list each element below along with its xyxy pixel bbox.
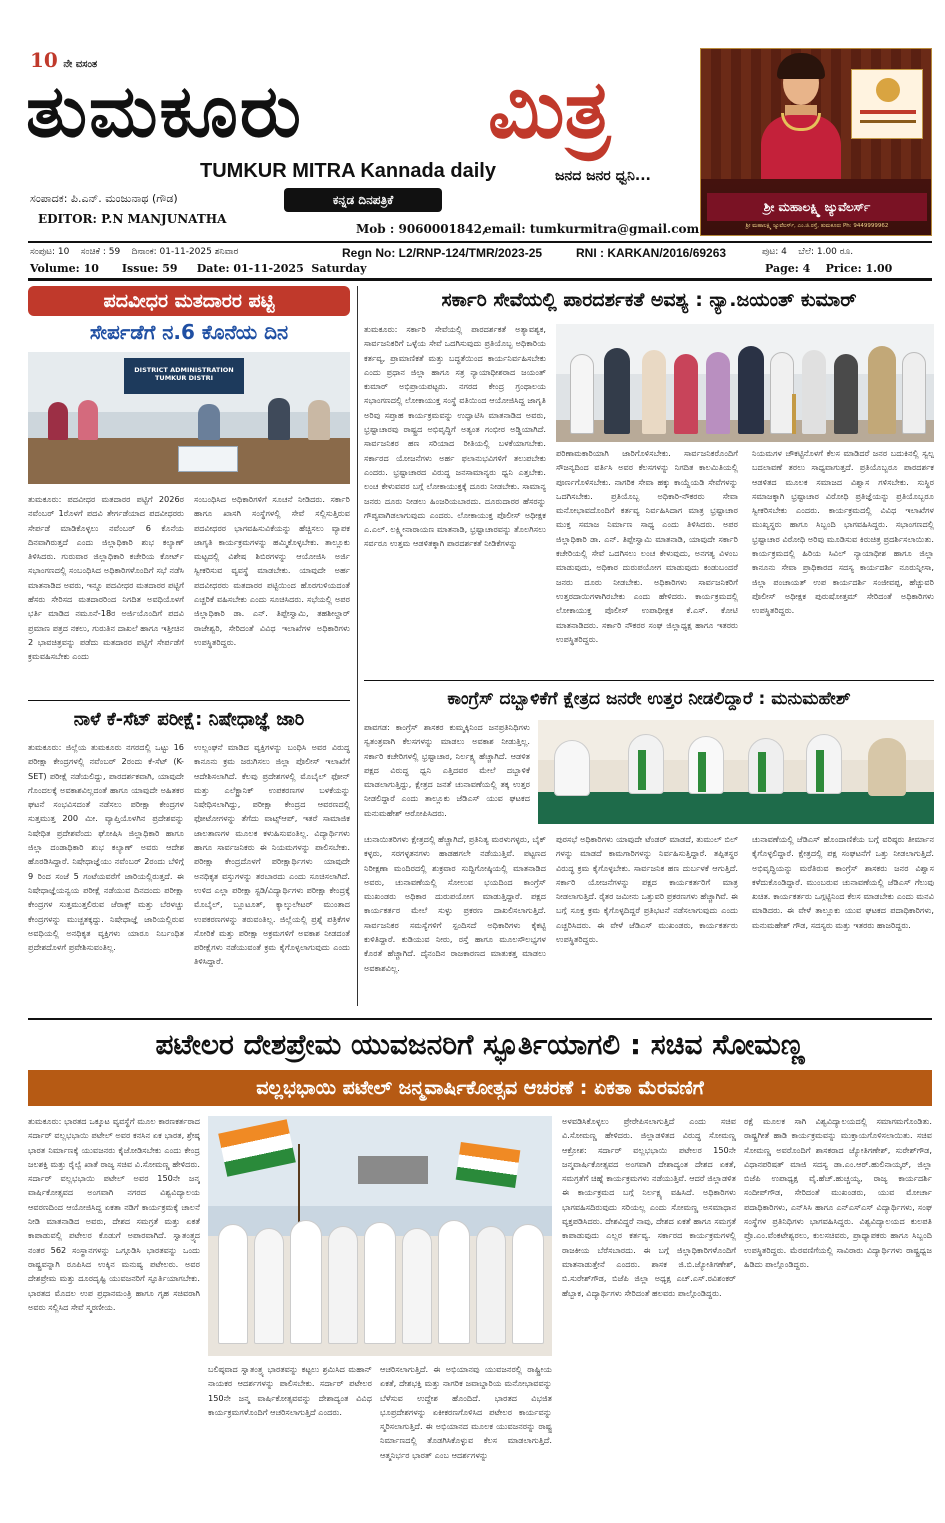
ad-address: ಶ್ರೀ ಮಹಾಲಕ್ಷ್ಮಿ ಜ್ಯುವೆಲರ್ಸ್, ಎಂ.ಜಿ.ರಸ್ತೆ, ತುಮಕೂರು Ph: 9449999962 (745, 223, 889, 229)
article-transparency (364, 284, 934, 680)
article3-headline: ನಾಳೆ ಕೆ-ಸೆಟ್ ಪರೀಕ್ಷೆ: ನಿಷೇಧಾಜ್ಞೆ ಜಾರಿ (73, 709, 305, 730)
article5-body-col5: ರಕ್ಷೆ ಮೂಲಕ ಸಾಗಿ ವಿಶ್ವವಿದ್ಯಾಲಯದಲ್ಲಿ ಸಮಾಗಮಗೊಂಡಿತು. ರಾಷ್ಟ್ರಗೀತೆ ಹಾಡಿ ಕಾರ್ಯಕ್ರಮವನ್ನು ಮುಕ್ತಾಯಗೊಳಿಸಲಾಯಿತು. ಸಚಿವ ಸೋಮಣ್ಣ ಅವರೊಂದಿಗೆ ಶಾಸಕರಾದ ಜ್ಯೋತಿಗಣೇಶ್, ಸುರೇಶ್‌ಗೌಡ, ವಿಧಾನಪರಿಷತ್ ಮಾಜಿ ಸದಸ್ಯ ಡಾ.ಎಂ.ಆರ್.ಹುಲಿನಾಯ್ಕರ್, ಜಿಲ್ಲಾ ಬಿಜೆಪಿ ಉಪಾಧ್ಯಕ್ಷ ವೈ.ಹೆಚ್.ಹುಚ್ಚಯ್ಯ, ರಾಜ್ಯ ಕಾರ್ಯದರ್ಶಿ ಸಂದೀಪ್‌ಗೌಡ, ಸೇರಿದಂತೆ ಮುಖಂಡರು, ಯುವ ಮೋರ್ಚಾ ಪದಾಧಿಕಾರಿಗಳು, ಎನ್‌ಸಿಸಿ ಹಾಗೂ ಎನ್‌ಎಸ್‌ಎಸ್ ವಿದ್ಯಾರ್ಥಿಗಳು, ಸಂಘ ಸಂಸ್ಥೆಗಳ ಪ್ರತಿನಿಧಿಗಳು ಭಾಗವಹಿಸಿದ್ದರು. ವಿಶ್ವವಿದ್ಯಾಲಯದ ಕುಲಪತಿ ಪ್ರೊ.ಎಂ.ವೆಂಕಟೇಶ್ವರಲು, ಕುಲಸಚಿವರು, ಪ್ರಾಧ್ಯಾಪಕರು ಹಾಗೂ ಸಿಬ್ಬಂದಿ ಉಪಸ್ಥಿತರಿದ್ದರು. ಮೆರವಣಿಗೆಯಲ್ಲಿ ಸಾವಿರಾರು ವಿದ್ಯಾರ್ಥಿಗಳು ರಾಷ್ಟ್ರಧ್ವಜ ಹಿಡಿದು ಪಾಲ್ಗೊಂಡಿದ್ದರು. (744, 1116, 932, 1269)
article3-body-col2: ಉಲ್ಲಂಘನೆ ಮಾಡಿದ ವ್ಯಕ್ತಿಗಳನ್ನು ಬಂಧಿಸಿ ಅವರ ವಿರುದ್ಧ ಕಾನೂನು ಕ್ರಮ ಜರುಗಿಸಲು ಜಿಲ್ಲಾ ಪೊಲೀಸ್ ಇಲಾಖೆಗೆ ಆದೇಶಿಸಲಾಗಿದೆ. ಕೆಲವು ಪ್ರದೇಶಗಳಲ್ಲಿ ಮೊಬೈಲ್ ಫೋನ್ ಮತ್ತು ಎಲೆಕ್ಟ್ರಾನಿಕ್ ಉಪಕರಣಗಳ ಬಳಕೆಯನ್ನು ನಿಷೇಧಿಸಲಾಗಿದ್ದು, ಪರೀಕ್ಷಾ ಕೇಂದ್ರದ ಆವರಣದಲ್ಲಿ ಫೋಟೋಗಳನ್ನು ತೆಗೆದು ವಾಟ್ಸ್‌ಆಪ್, ಇತರೆ ಸಾಮಾಜಿಕ ಜಾಲತಾಣಗಳ ಮೂಲಕ ಕಳುಹಿಸುವಂತಿಲ್ಲ. ವಿದ್ಯಾರ್ಥಿಗಳು ಹಾಗೂ ಸಾರ್ವಜನಿಕರು ಈ ನಿಯಮಗಳನ್ನು ಪಾಲಿಸಬೇಕು. ಪರೀಕ್ಷಾ ಕೇಂದ್ರದೊಳಗೆ ಪರೀಕ್ಷಾರ್ಥಿಗಳು ಯಾವುದೇ ಅನಧಿಕೃತ ವಸ್ತುಗಳನ್ನು ತರಬಾರದು ಎಂದು ಸೂಚಿಸಲಾಗಿದೆ. ಉಳಿದ ಎಲ್ಲಾ ಪರೀಕ್ಷಾ ಸ್ಟಡಿ/ವಿದ್ಯಾರ್ಥಿಗಳು ಪರೀಕ್ಷಾ ಕೇಂದ್ರಕ್ಕೆ ಮೊಬೈಲ್, ಬ್ಲೂಟೂತ್, ಕ್ಯಾಲ್ಕುಲೇಟರ್ ಮುಂತಾದ ಉಪಕರಣಗಳನ್ನು ತರುವಂತಿಲ್ಲ. ಜಿಲ್ಲೆಯಲ್ಲಿ ಪ್ರಶ್ನೆ ಪತ್ರಿಕೆಗಳ ಸೋರಿಕೆ ಮತ್ತು ಪರೀಕ್ಷಾ ಅಕ್ರಮಗಳಿಗೆ ಅವಕಾಶ ನೀಡದಂತೆ ಪರೀಕ್ಷೆಗಳು ನಡೆಯುವಂತೆ ಕ್ರಮ ಕೈಗೊಳ್ಳಲಾಗುವುದು ಎಂದು ತಿಳಿಸಿದ್ದಾರೆ. (194, 742, 350, 967)
article-voter-list (28, 286, 350, 694)
photo-sign-text: DISTRICT ADMINISTRATION (134, 366, 234, 374)
article4-body-col1: ಚುನಾಯಿತರಿಗಳು ಕ್ಷೇತ್ರದಲ್ಲಿ ಹೆಚ್ಚಾಗಿದೆ, ಪ್ರತಿನಿತ್ಯ ಮರಳುಗಳ್ಳರು, ಬೈಕ್ ಕಳ್ಳರು, ಸರಗಳ್ಳತನಗಳು ಹಾಡಹಗಲೇ ನಡೆಯುತ್ತಿವೆ. ಪಟ್ಟಣದ ನಿರೀಕ್ಷಣಾ ಮಂದಿರದಲ್ಲಿ ಶುಕ್ರವಾರ ಸುದ್ದಿಗೋಷ್ಠಿಯಲ್ಲಿ ಮಾತನಾಡಿದ ಅವರು, ಚುನಾವಣೆಯಲ್ಲಿ ಸೋಲುವ ಭಯದಿಂದ ಕಾಂಗ್ರೆಸ್ ಮುಖಂಡರು ಅಧಿಕಾರ ದುರುಪಯೋಗ ಮಾಡುತ್ತಿದ್ದಾರೆ. ಪಕ್ಷದ ಕಾರ್ಯಕರ್ತರ ಮೇಲೆ ಸುಳ್ಳು ಪ್ರಕರಣ ದಾಖಲಿಸಲಾಗುತ್ತಿದೆ. ಸಾರ್ವಜನಿಕರ ಸಮಸ್ಯೆಗಳಿಗೆ ಸ್ಪಂದಿಸದೆ ಅಧಿಕಾರಿಗಳು ಕೈಕಟ್ಟಿ ಕುಳಿತಿದ್ದಾರೆ. ಕುಡಿಯುವ ನೀರು, ರಸ್ತೆ ಹಾಗೂ ಮೂಲಸೌಲಭ್ಯಗಳ ಕೊರತೆ ಹೆಚ್ಚಾಗಿದೆ. ದೈನಂದಿನ ರಾಜಕಾರಣದ ಮಾತುಕತ್ತ ಮಾಡಲು ಅವಕಾಶವಿಲ್ಲ. (364, 834, 546, 973)
dateline-kannada-right: ಪುಟ: 4 ಬೆಲೆ: 1.00 ರೂ. (762, 247, 854, 257)
ad-brand-name: ಶ್ರೀ ಮಹಾಲಕ್ಷ್ಮಿ ಜ್ಯುವೆಲರ್ಸ್ (707, 193, 927, 221)
article-congress (364, 680, 934, 1020)
jewellery-ad (700, 48, 932, 236)
article5-body-col2: ಬಲಿಷ್ಠವಾದ ಸ್ವಾತಂತ್ರ್ಯ ಭಾರತವನ್ನು ಕಟ್ಟಲು ಶ್ರಮಿಸಿದ ಮಹಾನ್ ನಾಯಕರ ಆದರ್ಶಗಳನ್ನು ಪಾಲಿಸಬೇಕು. ಸರ್ದಾರ್ ಪಟೇಲರ 150ನೇ ಜನ್ಮ ವಾರ್ಷಿಕೋತ್ಸವವನ್ನು ದೇಶಾದ್ಯಂತ ವಿವಿಧ ಕಾರ್ಯಕ್ರಮಗಳೊಂದಿಗೆ ಆಚರಿಸಲಾಗುತ್ತಿದೆ ಎಂದರು. (208, 1364, 372, 1417)
title-black: ತುಮಕೂರು (26, 69, 303, 153)
english-title: TUMKUR MITRA Kannada daily (200, 160, 496, 182)
article4-headline: ಕಾಂಗ್ರೆಸ್ ದಬ್ಬಾಳಿಕೆಗೆ ಕ್ಷೇತ್ರದ ಜನರೇ ಉತ್ತರ ನೀಡಲಿದ್ದಾರೆ : ಮನುಮಹೇಶ್ (447, 689, 851, 709)
article5-body-col3: ಆಚರಿಸಲಾಗುತ್ತಿದೆ. ಈ ಅಭಿಯಾನವು ಯುವಜನರಲ್ಲಿ ರಾಷ್ಟ್ರೀಯ ಏಕತೆ, ದೇಶಭಕ್ತಿ ಮತ್ತು ನಾಗರಿಕ ಜವಾಬ್ದಾರಿಯ ಮನೋಭಾವವನ್ನು ಬೆಳೆಸುವ ಉದ್ದೇಶ ಹೊಂದಿದೆ. ಭಾರತದ ವಿಭಜಿತ ಭೂಪ್ರದೇಶಗಳನ್ನು ಏಕೀಕರಣಗೊಳಿಸಿದ ಪಟೇಲರ ಕಾರ್ಯವನ್ನು ಸ್ಮರಿಸಲಾಗುತ್ತಿದೆ. ಈ ಅಭಿಯಾನದ ಮೂಲಕ ಯುವಜನರನ್ನು ರಾಷ್ಟ್ರ ನಿರ್ಮಾಣದಲ್ಲಿ ತೊಡಗಿಸಿಕೊಳ್ಳುವ ಕೆಲಸ ಮಾಡಲಾಗುತ್ತಿದೆ. ಆತ್ಮನಿರ್ಭರ ಭಾರತ್ ಎಂಬ ಆದರ್ಶಗಳನ್ನು (380, 1364, 552, 1460)
tagline: ಜನದ ಜನರ ಧ್ವನಿ... (555, 168, 651, 184)
mobile-number: Mob : 9060001842, (356, 222, 487, 236)
article5-body-col4: ಅಳವಡಿಸಿಕೊಳ್ಳಲು ಪ್ರೇರೇಪಿಸಲಾಗುತ್ತಿದೆ ಎಂದು ಸಚಿವ ವಿ.ಸೋಮಣ್ಣ ಹೇಳಿದರು. ಜಿಲ್ಲಾಡಳಿತದ ವಿರುದ್ಧ ಸೋಮಣ್ಣ ಆಕ್ರೋಶ: ಸರ್ದಾರ್ ವಲ್ಲಭಭಾಯಿ ಪಟೇಲರ 150ನೇ ಜನ್ಮವಾರ್ಷಿಕೋತ್ಸವದ ಅಂಗವಾಗಿ ದೇಶಾದ್ಯಂತ ದೇಶದ ಏಕತೆ, ಸಮಗ್ರತೆಗೆ ಚಿಹ್ನೆ ಕಾರ್ಯಕ್ರಮಗಳು ನಡೆಯುತ್ತಿವೆ. ಆದರೆ ಜಿಲ್ಲಾಡಳಿತ ಈ ಕಾರ್ಯಕ್ರಮದ ಬಗ್ಗೆ ನಿರ್ಲಕ್ಷ್ಯ ವಹಿಸಿದೆ. ಅಧಿಕಾರಿಗಳು ಭಾಗವಹಿಸದಿರುವುದು ಸರಿಯಲ್ಲ ಎಂದು ಸೋಮಣ್ಣ ಅಸಮಾಧಾನ ವ್ಯಕ್ತಪಡಿಸಿದರು. ದೇಶವಿದ್ದರೆ ನಾವು, ದೇಶದ ಏಕತೆ ಹಾಗೂ ಸಮಗ್ರತೆ ಕಾಪಾಡುವುದು ಎಲ್ಲರ ಕರ್ತವ್ಯ. ಸರ್ಕಾರದ ಕಾರ್ಯಕ್ರಮಗಳಲ್ಲಿ ರಾಜಕೀಯ ಬೆರೆಸಬಾರದು. ಈ ಬಗ್ಗೆ ಜಿಲ್ಲಾಧಿಕಾರಿಗಳೊಂದಿಗೆ ಮಾತನಾಡುತ್ತೇನೆ ಎಂದರು. ಶಾಸಕ ಜಿ.ಬಿ.ಜ್ಯೋತಿಗಣೇಶ್, ಬಿ.ಸುರೇಶ್‌ಗೌಡ, ಬಿಜೆಪಿ ಜಿಲ್ಲಾ ಅಧ್ಯಕ್ಷ ಎಚ್.ಎಸ್.ರವಿಶಂಕರ್ ಹೆಬ್ಬಾಕ, ವಿದ್ಯಾರ್ಥಿಗಳು ಸೇರಿದಂತೆ ಹಲವರು ಪಾಲ್ಗೊಂಡಿದ್ದರು. (562, 1116, 736, 1298)
photo-sign-text-2: TUMKUR DISTRI (154, 374, 213, 382)
article2-headline: ಸರ್ಕಾರಿ ಸೇವೆಯಲ್ಲಿ ಪಾರದರ್ಶಕತೆ ಅವಶ್ಯ : ನ್ಯಾ.ಜಯಂತ್ ಕುಮಾರ್ (441, 289, 857, 311)
article5-headline: ಪಟೇಲರ ದೇಶಪ್ರೇಮ ಯುವಜನರಿಗೆ ಸ್ಫೂರ್ತಿಯಾಗಲಿ : ಸಚಿವ ಸೋಮಣ್ಣ (155, 1028, 805, 1061)
editor-english: EDITOR: P.N MANJUNATHA (38, 212, 227, 226)
anniversary-text: ನೇ ವಸಂತ (63, 59, 98, 70)
anniversary-number: 10 (30, 48, 58, 72)
rni-number: RNI : KARKAN/2016/69263 (576, 246, 727, 260)
article1-headline-1: ಪದವೀಧರ ಮತದಾರರ ಪಟ್ಟಿ (28, 286, 350, 316)
masthead-rule-top (28, 241, 932, 243)
column-divider (357, 286, 358, 1006)
article2-body-col1: ತುಮಕೂರು: ಸರ್ಕಾರಿ ಸೇವೆಯಲ್ಲಿ ಪಾರದರ್ಶಕತೆ ಅತ್ಯಾವಶ್ಯಕ, ಸಾರ್ವಜನಿಕರಿಗೆ ಒಳ್ಳೆಯ ಸೇವೆ ಒದಗಿಸುವುದು ಪ್ರತಿಯೊಬ್ಬ ಅಧಿಕಾರಿಯ ಕರ್ತವ್ಯ, ಪ್ರಾಮಾಣಿಕತೆ ಮತ್ತು ಬದ್ಧತೆಯಿಂದ ಕಾರ್ಯನಿರ್ವಹಿಸಬೇಕು ಎಂದು ಪ್ರಧಾನ ಜಿಲ್ಲಾ ಹಾಗೂ ಸತ್ರ ನ್ಯಾಯಾಧೀಶರಾದ ಜಯಂತ್ ಕುಮಾರ್ ಅಭಿಪ್ರಾಯಪಟ್ಟರು. ನಗರದ ಕೇಂದ್ರ ಗ್ರಂಥಾಲಯ ಸಭಾಂಗಣದಲ್ಲಿ ಲೋಕಾಯುಕ್ತ ಸಂಸ್ಥೆ ವತಿಯಿಂದ ಆಯೋಜಿಸಿದ್ದ ಜಾಗೃತಿ ಅರಿವು ಸಪ್ತಾಹ ಕಾರ್ಯಕ್ರಮವನ್ನು ಉದ್ಘಾಟಿಸಿ ಮಾತನಾಡಿದ ಅವರು, ಭ್ರಷ್ಟಾಚಾರವು ರಾಷ್ಟ್ರದ ಅಭಿವೃದ್ಧಿಗೆ ಅತ್ಯಂತ ಗಂಭೀರ ಅಡ್ಡಿಯಾಗಿದೆ. ಸಾರ್ವಜನಿಕರ ಹಣ ಸರಿಯಾದ ರೀತಿಯಲ್ಲಿ ಬಳಕೆಯಾಗಬೇಕು. ಸರ್ಕಾರದ ಯೋಜನೆಗಳು ಅರ್ಹ ಫಲಾನುಭವಿಗಳಿಗೆ ತಲುಪಬೇಕು ಎಂದರು. ಭ್ರಷ್ಟಾಚಾರದ ವಿರುದ್ಧ ಜನಸಾಮಾನ್ಯರು ಧ್ವನಿ ಎತ್ತಬೇಕು. ಲಂಚ ಕೇಳುವವರ ಬಗ್ಗೆ ಲೋಕಾಯುಕ್ತಕ್ಕೆ ದೂರು ನೀಡಬೇಕು. ಸಾಮಾನ್ಯ ಜನರು ದೂರು ನೀಡಲು ಹಿಂಜರಿಯಬಾರದು. ದೂರುದಾರರ ಹೆಸರನ್ನು ಗೌಪ್ಯವಾಗಿಡಲಾಗುವುದು ಎಂದರು. ಲೋಕಾಯುಕ್ತ ಪೊಲೀಸ್ ಅಧೀಕ್ಷಕ ಎ.ಎಲ್. ಲಕ್ಷ್ಮೀನಾರಾಯಣ ಮಾತನಾಡಿ, ಭ್ರಷ್ಟಾಚಾರವನ್ನು ತೊಲಗಿಸಲು ಸರ್ವರೂ ಉತ್ತಮ ಆಡಳಿತಕ್ಕಾಗಿ ಪಾರದರ್ಶಕತೆ ನೀಡಿಕೆಗಳನ್ನು (364, 324, 546, 549)
article1-body-col1: ತುಮಕೂರು: ಪದವೀಧರ ಮತದಾರರ ಪಟ್ಟಿಗೆ 2026ರ ನವೆಂಬರ್ 1ರೊಳಗೆ ಪದವಿ ತೇರ್ಗಡೆಯಾದ ಪದವೀಧರರು ಸೇರ್ಪಡೆ ಮಾಡಿಕೊಳ್ಳಲು ನವೆಂಬರ್ 6 ಕೊನೆಯ ದಿನವಾಗಿರುತ್ತದೆ ಎಂದು ಜಿಲ್ಲಾಧಿಕಾರಿ ಶುಭ ಕಲ್ಯಾಣ್ ತಿಳಿಸಿದರು. ಗುರುವಾರ ಜಿಲ್ಲಾಧಿಕಾರಿ ಕಚೇರಿಯ ಕೋರ್ಟ್ ಸಭಾಂಗಣದಲ್ಲಿ ಸಂಬಂಧಿಸಿದ ಅಧಿಕಾರಿಗಳೊಂದಿಗೆ ಸಭೆ ನಡೆಸಿ ಮಾತನಾಡಿದ ಅವರು, ಇನ್ನೂ ಪದವೀಧರ ಮತದಾರರ ಪಟ್ಟಿಗೆ ಹೆಸರು ಸೇರಿಸದ ಮತದಾರರಿಂದ ನಿಗದಿತ ಅವಧಿಯೊಳಗೆ ಭರ್ತಿ ಮಾಡಿದ ನಮೂನೆ-18ರ ಅರ್ಜಿಯೊಂದಿಗೆ ಪದವಿ ಪ್ರಮಾಣ ಪತ್ರದ ನಕಲು, ಗುರುತಿನ ದಾಖಲೆ ಹಾಗೂ ಇತ್ತೀಚಿನ 2 ಭಾವಚಿತ್ರವನ್ನು ಪಡೆದು ಮತದಾರರ ಪಟ್ಟಿಗೆ ಸೇರ್ಪಡೆಗೆ ಕ್ರಮವಹಿಸಬೇಕು ಎಂದು (28, 494, 184, 662)
article5-body-col1: ತುಮಕೂರು: ಭಾರತದ ಒಕ್ಕೂಟ ವ್ಯವಸ್ಥೆಗೆ ಮೂಲ ಕಾರಣಕರ್ತರಾದ ಸರ್ದಾರ್ ವಲ್ಲಭಭಾಯಿ ಪಟೇಲ್ ಅವರ ಕನಸಿನ ಏಕ ಭಾರತ, ಶ್ರೇಷ್ಠ ಭಾರತ ನಿರ್ಮಾಣಕ್ಕೆ ಯುವಜನರು ಕೈಜೋಡಿಸಬೇಕು ಎಂದು ಕೇಂದ್ರ ಜಲಶಕ್ತಿ ಮತ್ತು ರೈಲ್ವೆ ಖಾತೆ ರಾಜ್ಯ ಸಚಿವ ವಿ.ಸೋಮಣ್ಣ ಹೇಳಿದರು. ಸರ್ದಾರ್ ವಲ್ಲಭಭಾಯಿ ಪಟೇಲ್ ಅವರ 150ನೇ ಜನ್ಮ ವಾರ್ಷಿಕೋತ್ಸವದ ಅಂಗವಾಗಿ ನಗರದ ವಿಶ್ವವಿದ್ಯಾಲಯ ಆವರಣದಿಂದ ಆಯೋಜಿಸಿದ್ದ ಏಕತಾ ನಡಿಗೆ ಕಾರ್ಯಕ್ರಮಕ್ಕೆ ಚಾಲನೆ ನೀಡಿ ಮಾತನಾಡಿದ ಅವರು, ದೇಶದ ಸಮಗ್ರತೆ ಮತ್ತು ಏಕತೆ ಕಾಪಾಡುವಲ್ಲಿ ಪಟೇಲರ ಕೊಡುಗೆ ಅಪಾರವಾಗಿದೆ. ಸ್ವಾತಂತ್ರ್ಯದ ನಂತರ 562 ಸಂಸ್ಥಾನಗಳನ್ನು ಒಗ್ಗೂಡಿಸಿ ಭಾರತವನ್ನು ಒಂದು ರಾಷ್ಟ್ರವನ್ನಾಗಿ ರೂಪಿಸಿದ ಉಕ್ಕಿನ ಮನುಷ್ಯ ಪಟೇಲರು. ಅವರ ದೇಶಪ್ರೇಮ ಮತ್ತು ದೂರದೃಷ್ಟಿ ಯುವಜನರಿಗೆ ಸ್ಫೂರ್ತಿಯಾಗಬೇಕು. ಭಾರತದ ಮೊದಲ ಉಪ ಪ್ರಧಾನಮಂತ್ರಿ ಹಾಗೂ ಗೃಹ ಸಚಿವರಾಗಿ ಅವರು ಸಲ್ಲಿಸಿದ ಸೇವೆ ಸ್ಮರಣೀಯ. (28, 1116, 200, 1312)
dateline-english-left: Volume: 10 Issue: 59 Date: 01-11-2025 Saturday (30, 262, 367, 275)
masthead-rule-bottom (28, 278, 932, 281)
article3-body-col1: ತುಮಕೂರು: ಜಿಲ್ಲೆಯ ತುಮಕೂರು ನಗರದಲ್ಲಿ ಒಟ್ಟು 16 ಪರೀಕ್ಷಾ ಕೇಂದ್ರಗಳಲ್ಲಿ ನವೆಂಬರ್ 2ರಂದು ಕೆ-ಸೆಟ್ (K-SET) ಪರೀಕ್ಷೆ ನಡೆಯಲಿದ್ದು, ಪಾರದರ್ಶಕವಾಗಿ, ಯಾವುದೇ ಗೊಂದಲಕ್ಕೆ ಅವಕಾಶವಿಲ್ಲದಂತೆ ಹಾಗೂ ಯಾವುದೇ ಅಹಿತಕರ ಘಟನೆ ಸಂಭವಿಸದಂತೆ ನಡೆಸಲು ಪರೀಕ್ಷಾ ಕೇಂದ್ರಗಳ ಸುತ್ತಮುತ್ತ 200 ಮೀ. ವ್ಯಾಪ್ತಿಯೊಳಗಿನ ಪ್ರದೇಶವನ್ನು ನಿಷೇಧಿತ ಪ್ರದೇಶವೆಂದು ಘೋಷಿಸಿ ಜಿಲ್ಲಾಧಿಕಾರಿ ಹಾಗೂ ಜಿಲ್ಲಾ ದಂಡಾಧಿಕಾರಿ ಶುಭ ಕಲ್ಯಾಣ್ ಅವರು ಆದೇಶ ಹೊರಡಿಸಿದ್ದಾರೆ. ನಿಷೇಧಾಜ್ಞೆಯು ನವೆಂಬರ್ 2ರಂದು ಬೆಳಿಗ್ಗೆ 9 ರಿಂದ ಸಂಜೆ 5 ಗಂಟೆಯವರೆಗೆ ಜಾರಿಯಲ್ಲಿರುತ್ತದೆ. ಈ ನಿಷೇಧಾಜ್ಞೆಯನ್ವಯ ಪರೀಕ್ಷೆ ನಡೆಯುವ ದಿನದಂದು ಪರೀಕ್ಷಾ ಕೇಂದ್ರಗಳ ಸುತ್ತಮುತ್ತಲಿರುವ ಜೆರಾಕ್ಸ್ ಮತ್ತು ಬೆರಳಚ್ಚು ಕೇಂದ್ರಗಳನ್ನು ಮುಚ್ಚತಕ್ಕದ್ದು. ನಿಷೇಧಾಜ್ಞೆ ಜಾರಿಯಲ್ಲಿರುವ ಅವಧಿಯಲ್ಲಿ ಅನಧಿಕೃತ ವ್ಯಕ್ತಿಗಳು ಯಾರೂ ನಿರ್ಬಂಧಿತ ಪ್ರದೇಶದೊಳಗೆ ಪ್ರವೇಶಿಸುವಂತಿಲ್ಲ. (28, 742, 184, 953)
article3-rule (28, 700, 350, 701)
article4-body-col3: ಚುನಾವಣೆಯಲ್ಲಿ ಜೆಡಿಎಸ್ ಹೊಂದಾಣಿಕೆಯ ಬಗ್ಗೆ ವರಿಷ್ಠರು ತೀರ್ಮಾನ ಕೈಗೊಳ್ಳಲಿದ್ದಾರೆ. ಕ್ಷೇತ್ರದಲ್ಲಿ ಪಕ್ಷ ಸಂಘಟನೆಗೆ ಒತ್ತು ನೀಡಲಾಗುತ್ತಿದೆ. ಅಭಿವೃದ್ಧಿಯನ್ನು ಮರೆತಿರುವ ಕಾಂಗ್ರೆಸ್ ಶಾಸಕರು ಜನರ ವಿಶ್ವಾಸ ಕಳೆದುಕೊಂಡಿದ್ದಾರೆ. ಮುಂಬರುವ ಚುನಾವಣೆಯಲ್ಲಿ ಜೆಡಿಎಸ್ ಗೆಲುವು ಖಚಿತ. ಕಾರ್ಯಕರ್ತರು ಒಗ್ಗಟ್ಟಿನಿಂದ ಕೆಲಸ ಮಾಡಬೇಕು ಎಂದು ಮನವಿ ಮಾಡಿದರು. ಈ ವೇಳೆ ತಾಲ್ಲೂಕು ಯುವ ಘಟಕದ ಪದಾಧಿಕಾರಿಗಳು, ಮನುಮಹೇಶ್ ಗೌಡ, ಸದಸ್ಯರು ಮತ್ತು ಇತರರು ಹಾಜರಿದ್ದರು. (752, 834, 934, 930)
article5-subhead: ವಲ್ಲಭಭಾಯಿ ಪಟೇಲ್ ಜನ್ಮವಾರ್ಷಿಕೋತ್ಸವ ಆಚರಣೆ : ಏಕತಾ ಮೆರವಣಿಗೆ (28, 1070, 932, 1106)
article1-body-col2: ಸಂಬಂಧಿಸಿದ ಅಧಿಕಾರಿಗಳಿಗೆ ಸೂಚನೆ ನೀಡಿದರು. ಸರ್ಕಾರಿ ಹಾಗೂ ಖಾಸಗಿ ಸಂಸ್ಥೆಗಳಲ್ಲಿ ಸೇವೆ ಸಲ್ಲಿಸುತ್ತಿರುವ ಪದವೀಧರರ ಭಾಗವಹಿಸುವಿಕೆಯನ್ನು ಹೆಚ್ಚಿಸಲು ವ್ಯಾಪಕ ಜಾಗೃತಿ ಕಾರ್ಯಕ್ರಮಗಳನ್ನು ಹಮ್ಮಿಕೊಳ್ಳಬೇಕು. ತಾಲ್ಲೂಕು ಮಟ್ಟದಲ್ಲಿ ವಿಶೇಷ ಶಿಬಿರಗಳನ್ನು ಆಯೋಜಿಸಿ ಅರ್ಜಿ ಸ್ವೀಕರಿಸುವ ವ್ಯವಸ್ಥೆ ಮಾಡಬೇಕು. ಯಾವುದೇ ಅರ್ಹ ಪದವೀಧರರು ಮತದಾರರ ಪಟ್ಟಿಯಿಂದ ಹೊರಗುಳಿಯದಂತೆ ಎಚ್ಚರಿಕೆ ವಹಿಸಬೇಕು ಎಂದು ಸೂಚಿಸಿದರು. ಸಭೆಯಲ್ಲಿ ಅಪರ ಜಿಲ್ಲಾಧಿಕಾರಿ ಡಾ. ಎನ್. ತಿಪ್ಪೇಸ್ವಾಮಿ, ತಹಶೀಲ್ದಾರ್ ರಾಜೇಶ್ವರಿ, ಸೇರಿದಂತೆ ವಿವಿಧ ಇಲಾಖೆಗಳ ಅಧಿಕಾರಿಗಳು ಉಪಸ್ಥಿತರಿದ್ದರು. (194, 494, 350, 647)
email-address: email: tumkurmitra@gmail.com (484, 222, 700, 236)
meeting-photo (28, 352, 350, 484)
article1-headline-2: ಸೇರ್ಪಡೆಗೆ ನ.6 ಕೊನೆಯ ದಿನ (89, 320, 289, 344)
article4-rule (364, 680, 934, 681)
newspaper-badge: ಕನ್ನಡ ದಿನಪತ್ರಿಕೆ (284, 188, 442, 212)
dateline-kannada-left: ಸಂಪುಟ: 10 ಸಂಚಿಕೆ : 59 ದಿನಾಂಕ: 01-11-2025 ಶನಿವಾರ (30, 247, 239, 257)
article5-rule (28, 1018, 932, 1020)
dateline-english-right: Page: 4 Price: 1.00 (765, 262, 893, 275)
article2-body-col2: ಪರಿಣಾಮಕಾರಿಯಾಗಿ ಜಾರಿಗೊಳಿಸಬೇಕು. ಸಾರ್ವಜನಿಕರೊಂದಿಗೆ ಸೌಜನ್ಯದಿಂದ ವರ್ತಿಸಿ ಅವರ ಕೆಲಸಗಳನ್ನು ನಿಗದಿತ ಕಾಲಮಿತಿಯಲ್ಲಿ ಪೂರ್ಣಗೊಳಿಸಬೇಕು. ನಾಗರಿಕ ಸೇವಾ ಹಕ್ಕು ಕಾಯ್ದೆಯಡಿ ಸೇವೆಗಳನ್ನು ಒದಗಿಸಬೇಕು. ಪ್ರತಿಯೊಬ್ಬ ಅಧಿಕಾರಿ-ನೌಕರರು ಸೇವಾ ಮನೋಭಾವದೊಂದಿಗೆ ಕರ್ತವ್ಯ ನಿರ್ವಹಿಸಿದಾಗ ಮಾತ್ರ ಭ್ರಷ್ಟಾಚಾರ ಮುಕ್ತ ಸಮಾಜ ನಿರ್ಮಾಣ ಸಾಧ್ಯ ಎಂದು ತಿಳಿಸಿದರು. ಅಪರ ಜಿಲ್ಲಾಧಿಕಾರಿ ಡಾ. ಎನ್. ತಿಪ್ಪೇಸ್ವಾಮಿ ಮಾತನಾಡಿ, ಯಾವುದೇ ಸರ್ಕಾರಿ ಕಚೇರಿಯಲ್ಲಿ ಸೇವೆ ಒದಗಿಸಲು ಲಂಚ ಕೇಳುವುದು, ಅನಗತ್ಯ ವಿಳಂಬ ಮಾಡುವುದು, ಅಧಿಕಾರ ದುರುಪಯೋಗ ಮಾಡುವುದು ಕಂಡುಬಂದರೆ ಜನರು ದೂರು ನೀಡಬೇಕು. ಅಧಿಕಾರಿಗಳು ಸಾರ್ವಜನಿಕರಿಗೆ ಉತ್ತರದಾಯಿಗಳಾಗಿರಬೇಕು ಎಂದು ಹೇಳಿದರು. ಕಾರ್ಯಕ್ರಮದಲ್ಲಿ ಲೋಕಾಯುಕ್ತ ಪೊಲೀಸ್ ಉಪಾಧೀಕ್ಷಕ ಕೆ.ಎಸ್. ಕೋಟಿ ಮಾತನಾಡಿದರು. ಸರ್ಕಾರಿ ನೌಕರರ ಸಂಘ ಜಿಲ್ಲಾಧ್ಯಕ್ಷ ಹಾಗೂ ಇತರರು ಉಪಸ್ಥಿತರಿದ್ದರು. (556, 448, 738, 644)
title-red: ಮಿತ್ರ (488, 63, 611, 156)
ad-logo-box (851, 69, 923, 139)
lamp-lighting-photo (556, 324, 934, 442)
registration-number: Regn No: L2/RNP-124/TMR/2023-25 (342, 246, 543, 260)
ad-model-figure (755, 53, 847, 179)
article4-intro: ಪಾವಗಡ: ಕಾಂಗ್ರೆಸ್ ಶಾಸಕರ ಕುಮ್ಮಕ್ಕಿನಿಂದ ಜನಪ್ರತಿನಿಧಿಗಳು ಸ್ವತಂತ್ರವಾಗಿ ಕೆಲಸಗಳನ್ನು ಮಾಡಲು ಅವಕಾಶ ನೀಡುತ್ತಿಲ್ಲ. ಸರ್ಕಾರಿ ಕಚೇರಿಗಳಲ್ಲಿ ಭ್ರಷ್ಟಾಚಾರ, ನಿರ್ಲಕ್ಷ್ಯ ಹೆಚ್ಚಾಗಿದೆ. ಆಡಳಿತ ಪಕ್ಷದ ವಿರುದ್ಧ ಧ್ವನಿ ಎತ್ತಿದವರ ಮೇಲೆ ದಬ್ಬಾಳಿಕೆ ಮಾಡಲಾಗುತ್ತಿದ್ದು, ಕ್ಷೇತ್ರದ ಜನತೆ ಚುನಾವಣೆಯಲ್ಲಿ ತಕ್ಕ ಉತ್ತರ ನೀಡಲಿದ್ದಾರೆ ಎಂದು ತಾಲ್ಲೂಕು ಜೆಡಿಎಸ್ ಯುವ ಘಟಕದ ಮನುಮಹೇಶ್ ಆರೋಪಿಸಿದರು. (364, 722, 530, 818)
press-meet-photo (538, 720, 934, 824)
article-kset-exam (28, 700, 350, 1006)
article2-body-col3: ನಿಯಮಗಳ ಚೌಕಟ್ಟಿನೊಳಗೆ ಕೆಲಸ ಮಾಡಿದರೆ ಜನರ ಬದುಕಿನಲ್ಲಿ ಸ್ವಲ್ಪ ಬದಲಾವಣೆ ತರಲು ಸಾಧ್ಯವಾಗುತ್ತದೆ. ಪ್ರತಿಯೊಬ್ಬರೂ ಪಾರದರ್ಶಕ ಆಡಳಿತದ ಮೂಲಕ ಸಮಾಜದ ವಿಶ್ವಾಸ ಗಳಿಸಬೇಕು. ಸುಸ್ಥಿರ ಸಮಾಜಕ್ಕಾಗಿ ಭ್ರಷ್ಟಾಚಾರ ವಿರೋಧಿ ಪ್ರತಿಜ್ಞೆಯನ್ನು ಪ್ರತಿಯೊಬ್ಬರೂ ಸ್ವೀಕರಿಸಬೇಕು ಎಂದರು. ಕಾರ್ಯಕ್ರಮದಲ್ಲಿ ವಿವಿಧ ಇಲಾಖೆಗಳ ಮುಖ್ಯಸ್ಥರು ಹಾಗೂ ಸಿಬ್ಬಂದಿ ಭಾಗವಹಿಸಿದ್ದರು. ಸಭಾಂಗಣದಲ್ಲಿ ಭ್ರಷ್ಟಾಚಾರ ವಿರೋಧಿ ಅರಿವು ಮೂಡಿಸುವ ಕಿರುಚಿತ್ರ ಪ್ರದರ್ಶಿಸಲಾಯಿತು. ಕಾರ್ಯಕ್ರಮದಲ್ಲಿ ಹಿರಿಯ ಸಿವಿಲ್ ನ್ಯಾಯಾಧೀಶ ಹಾಗೂ ಜಿಲ್ಲಾ ಕಾನೂನು ಸೇವಾ ಪ್ರಾಧಿಕಾರದ ಸದಸ್ಯ ಕಾರ್ಯದರ್ಶಿ ನೂರುನ್ನೀಸಾ, ಜಿಲ್ಲಾ ಪಂಚಾಯತ್ ಉಪ ಕಾರ್ಯದರ್ಶಿ ಸಂಜೀವಪ್ಪ, ಹೆಚ್ಚುವರಿ ಪೊಲೀಸ್ ಅಧೀಕ್ಷಕ ಪುರುಷೋತ್ತಮ್ ಸೇರಿದಂತೆ ಅಧಿಕಾರಿಗಳು ಉಪಸ್ಥಿತರಿದ್ದರು. (752, 448, 934, 616)
article4-body-col2: ಪುರಸಭೆ ಅಧಿಕಾರಿಗಳು ಯಾವುದೇ ಟೆಂಡರ್ ಮಾಡದೆ, ತುಮುಲ್ ಬಿಲ್ ಗಳನ್ನು ಮಾಡದೆ ಕಾಮಗಾರಿಗಳನ್ನು ನಿರ್ವಹಿಸುತ್ತಿದ್ದಾರೆ. ತಪ್ಪಿತಸ್ಥರ ವಿರುದ್ಧ ಕ್ರಮ ಕೈಗೊಳ್ಳಬೇಕು. ಸಾರ್ವಜನಿಕ ಹಣ ದುರ್ಬಳಕೆ ಆಗುತ್ತಿದೆ. ಸರ್ಕಾರಿ ಯೋಜನೆಗಳನ್ನು ಪಕ್ಷದ ಕಾರ್ಯಕರ್ತರಿಗೆ ಮಾತ್ರ ನೀಡಲಾಗುತ್ತಿದೆ. ರೈತರ ಜಮೀನು ಒತ್ತುವರಿ ಪ್ರಕರಣಗಳು ಹೆಚ್ಚಾಗಿವೆ. ಈ ಬಗ್ಗೆ ಸೂಕ್ತ ಕ್ರಮ ಕೈಗೊಳ್ಳದಿದ್ದರೆ ಪ್ರತಿಭಟನೆ ನಡೆಸಲಾಗುವುದು ಎಂದು ಎಚ್ಚರಿಸಿದರು. ಈ ವೇಳೆ ಜೆಡಿಎಸ್ ಮುಖಂಡರು, ಕಾರ್ಯಕರ್ತರು ಉಪಸ್ಥಿತರಿದ್ದರು. (556, 834, 738, 945)
unity-march-photo (208, 1116, 552, 1356)
editor-kannada: ಸಂಪಾದಕ: ಪಿ.ಎನ್. ಮಂಜುನಾಥ (ಗೌಡ) (30, 192, 178, 205)
